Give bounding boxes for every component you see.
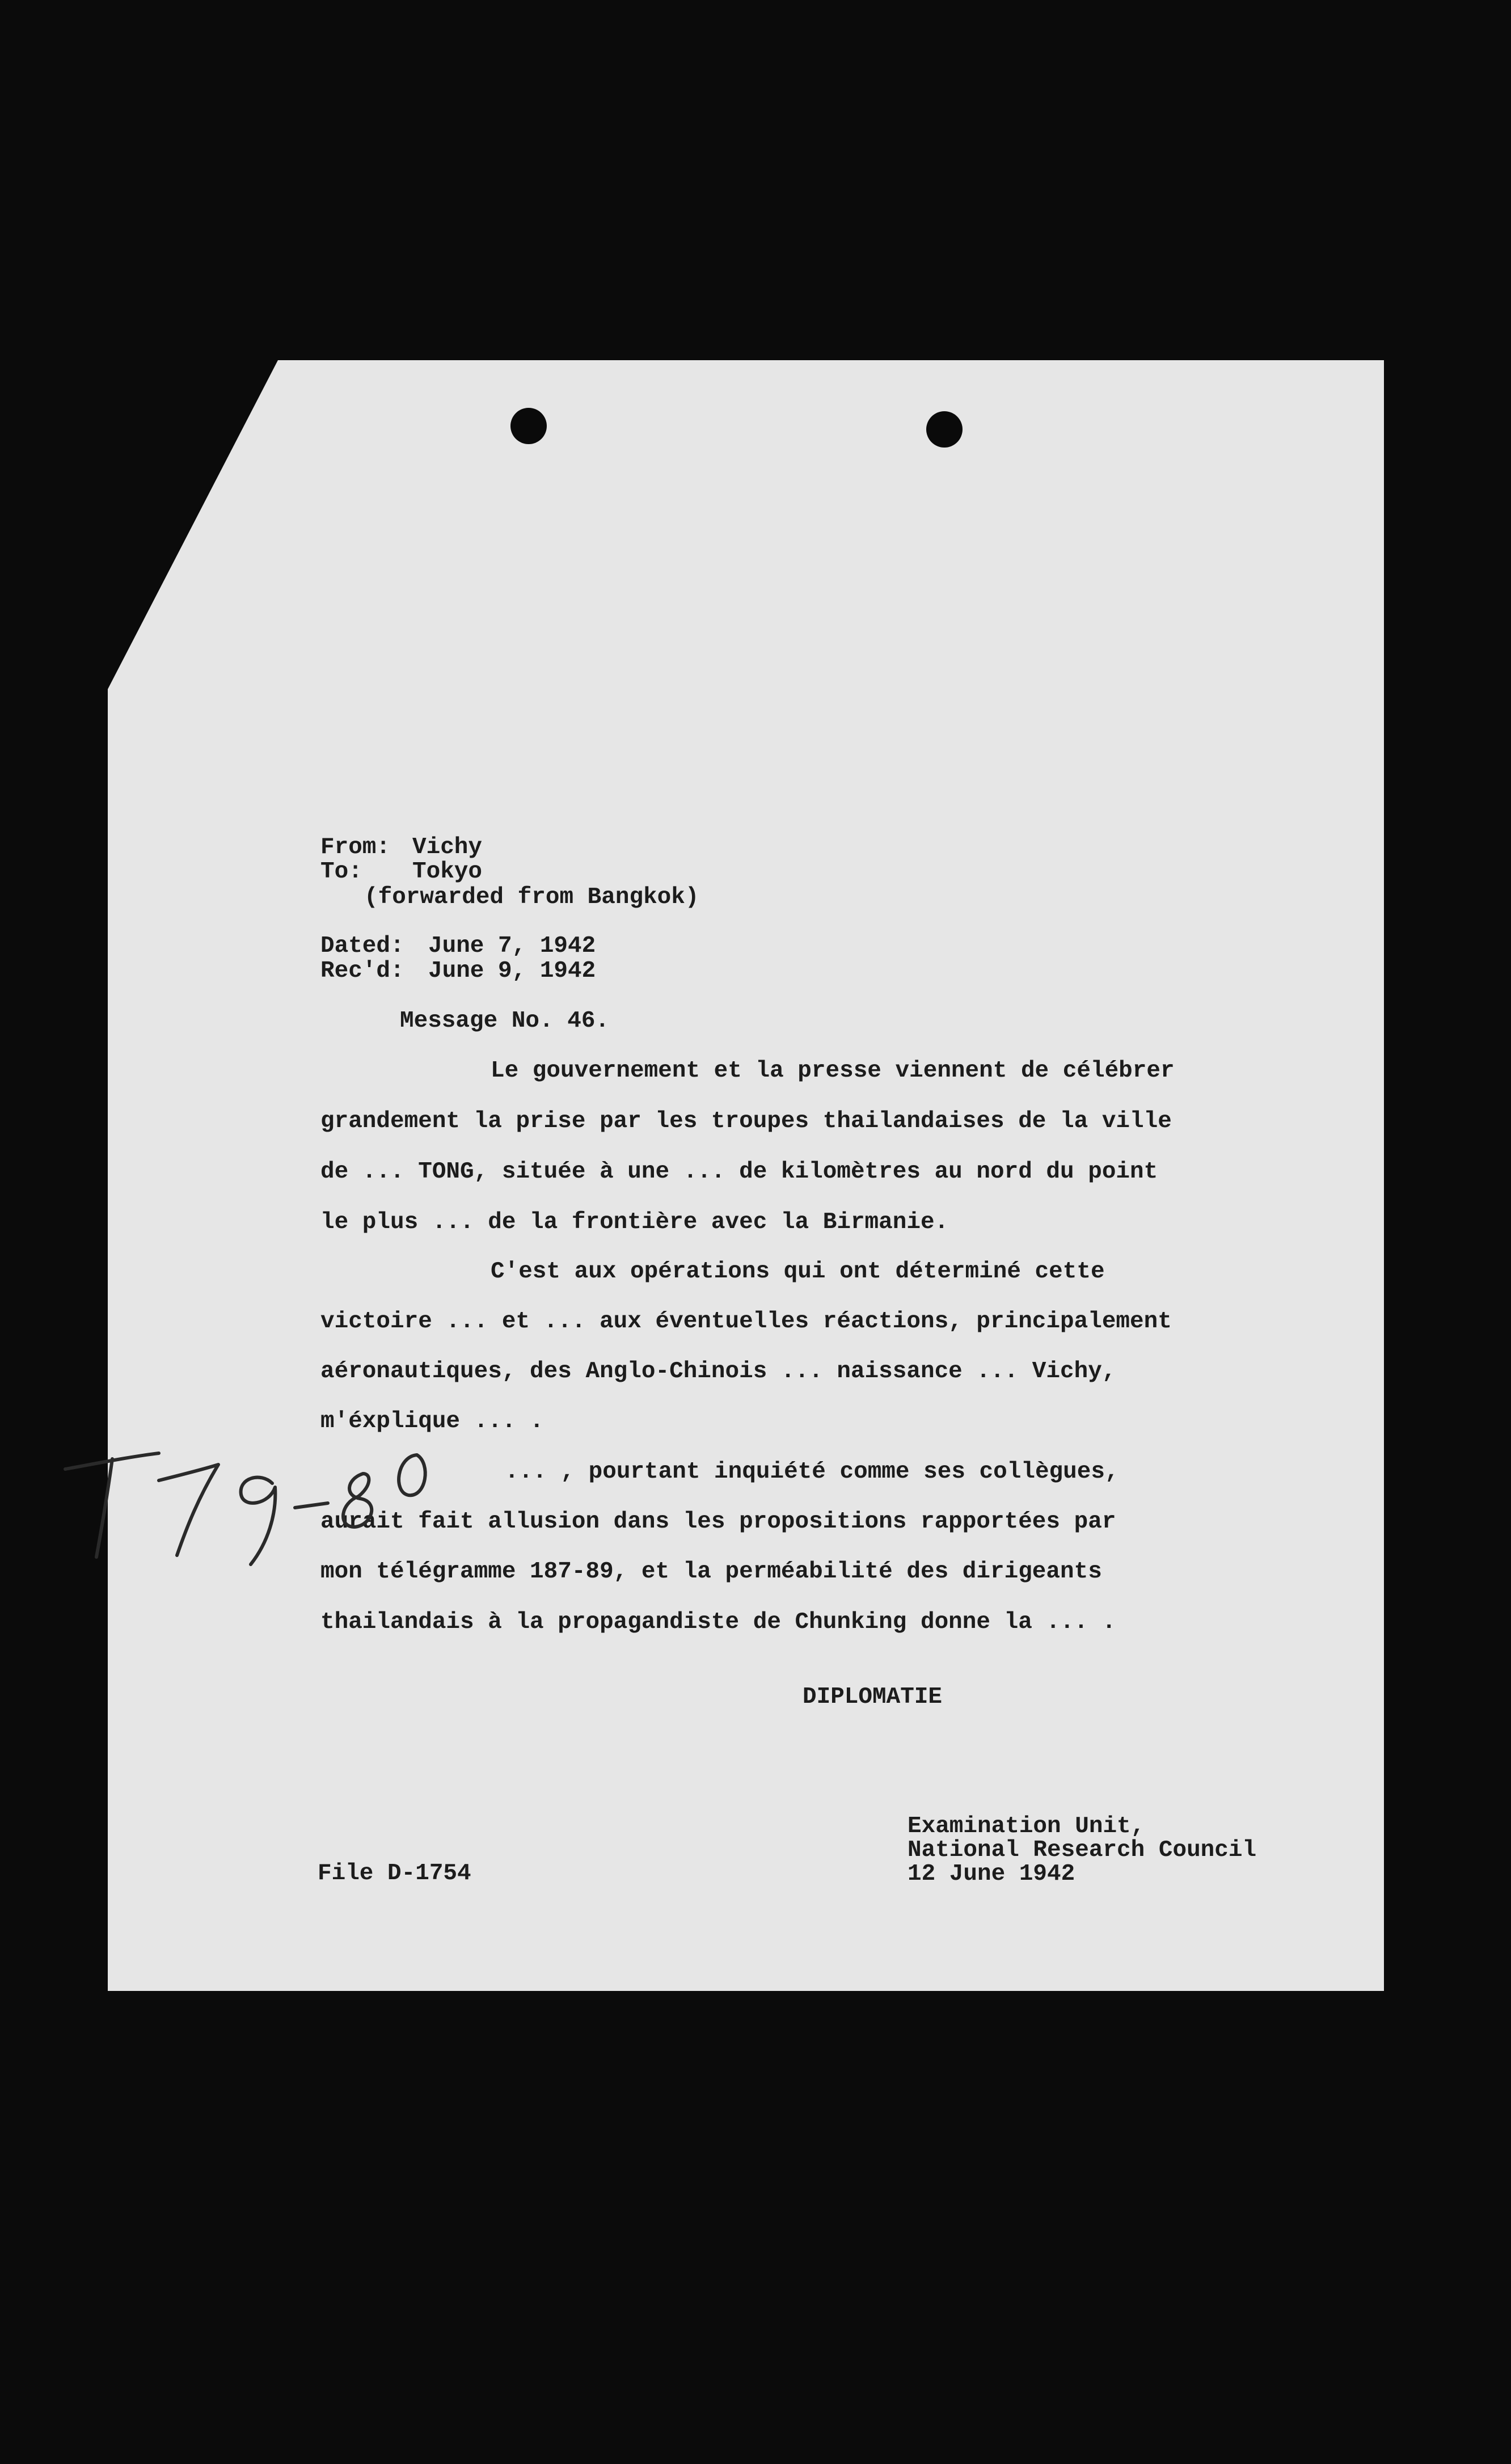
from-value: Vichy: [412, 834, 483, 860]
punch-hole-left: [510, 408, 547, 444]
received-label: Rec'd:: [320, 958, 404, 984]
punch-hole-right: [926, 411, 963, 448]
body-line: de ... TONG, située à une ... de kilomètres au nord du point: [320, 1159, 1158, 1185]
body-line: aurait fait allusion dans les propositions rapportées par: [320, 1509, 1116, 1535]
footer-unit-line: Examination Unit,: [908, 1813, 1145, 1839]
body-line: Le gouvernement et la presse viennent de célébrer: [491, 1058, 1175, 1084]
body-line: aéronautiques, des Anglo-Chinois ... naissance ... Vichy,: [320, 1358, 1116, 1385]
body-line: grandement la prise par les troupes thailandaises de la ville: [320, 1108, 1172, 1134]
body-line: m'éxplique ... .: [320, 1408, 544, 1434]
dated-label: Dated:: [320, 933, 404, 959]
signature: DIPLOMATIE: [803, 1684, 943, 1710]
dated-value: June 7, 1942: [428, 933, 596, 959]
body-line: mon télégramme 187-89, et la perméabilité des dirigeants: [320, 1559, 1102, 1585]
footer-unit-line: National Research Council: [908, 1837, 1257, 1863]
file-reference: File D-1754: [318, 1860, 471, 1887]
from-label: From:: [320, 834, 391, 860]
received-value: June 9, 1942: [428, 958, 596, 984]
handwritten-annotation: [45, 1429, 459, 1594]
body-line: C'est aux opérations qui ont déterminé cette: [491, 1259, 1105, 1285]
to-value: Tokyo: [412, 859, 483, 885]
body-line: thailandais à la propagandiste de Chunking donne la ... .: [320, 1609, 1116, 1635]
body-line: ... , pourtant inquiété comme ses collègues,: [505, 1459, 1119, 1485]
to-label: To:: [320, 859, 362, 885]
body-line: le plus ... de la frontière avec la Birmanie.: [320, 1209, 949, 1235]
body-line: victoire ... et ... aux éventuelles réactions, principalement: [320, 1309, 1172, 1335]
forwarded-note: (forwarded from Bangkok): [364, 884, 699, 910]
message-number: Message No. 46.: [400, 1008, 610, 1034]
footer-date: 12 June 1942: [908, 1861, 1075, 1887]
